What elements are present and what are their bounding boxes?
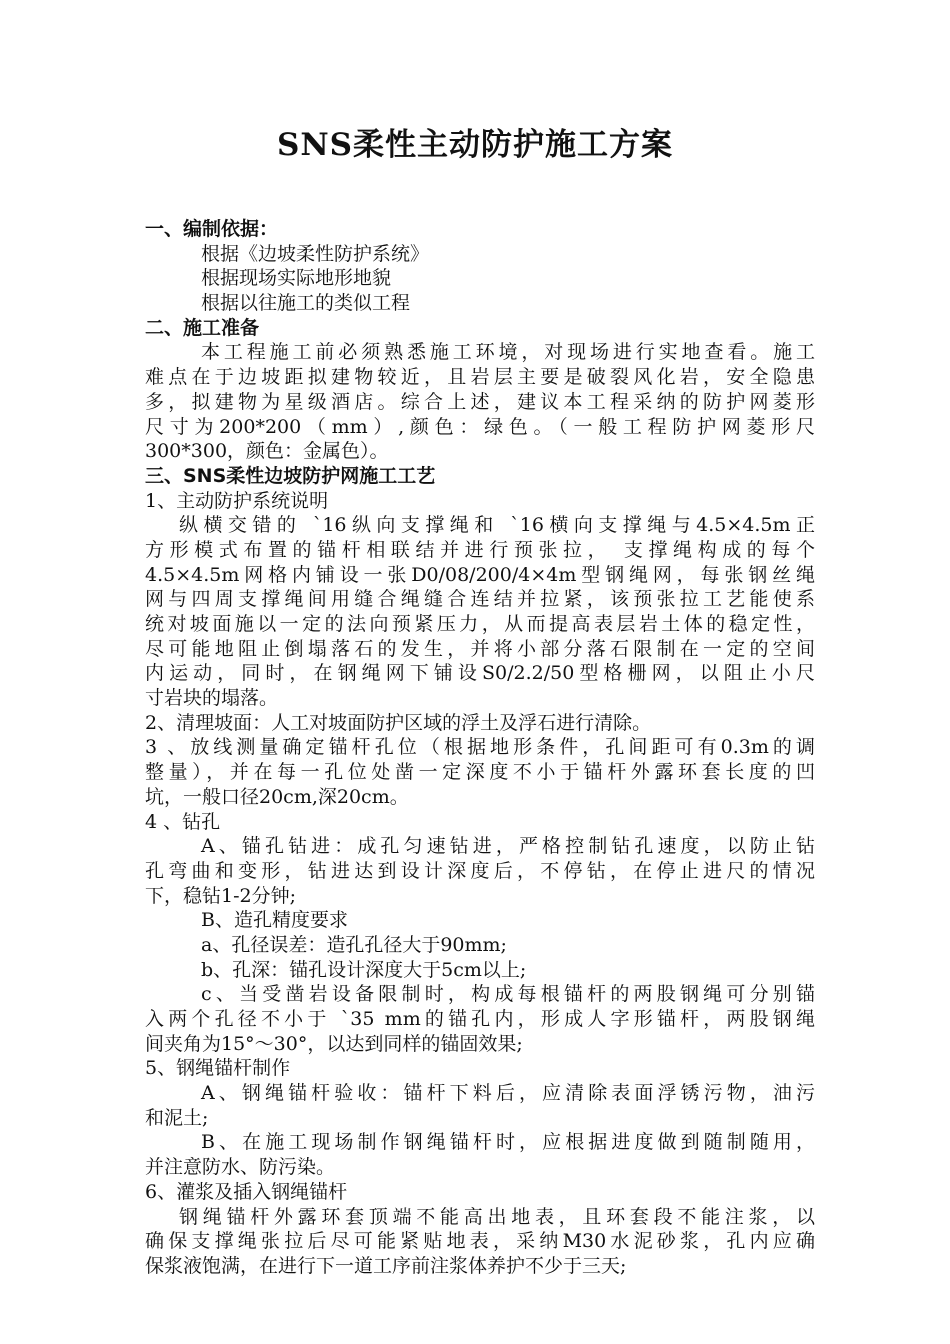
- paragraph-line: a、孔径误差：造孔孔径大于90mm;: [201, 933, 507, 956]
- document-body: [145, 217, 815, 1279]
- paragraph-line: 方形模式布置的锚杆相联结并进行预张拉， 支撑绳构成的每个: [145, 538, 815, 561]
- paragraph-line: 纵横交错的 `16纵向支撑绳和 `16横向支撑绳与4.5×4.5m正: [179, 514, 815, 537]
- subsection-heading: 4 、钻孔: [145, 810, 221, 833]
- paragraph-line: 4.5×4.5m网格内铺设一张D0/08/200/4×4m型钢绳网，每张钢丝绳: [145, 563, 815, 586]
- paragraph-line: 统对坡面施以一定的法向预紧压力，从而提高表层岩土体的稳定性，: [145, 613, 815, 635]
- subsection-heading: 6、灌浆及插入钢绳锚杆: [145, 1180, 348, 1203]
- paragraph-line: 坑，一般口径20cm,深20cm。: [145, 785, 409, 808]
- section-heading: 二、施工准备: [145, 316, 260, 339]
- subsection-heading: 5、钢绳锚杆制作: [145, 1057, 291, 1080]
- section-heading: 三、SNS柔性边坡防护网施工工艺: [145, 464, 436, 487]
- paragraph-line: 尽可能地阻止倒塌落石的发生，并将小部分落石限制在一定的空间: [145, 637, 815, 660]
- paragraph-line: 内运动，同时，在钢绳网下铺设S0/2.2/50型格栅网，以阻止小尺: [145, 662, 815, 685]
- subsection-heading: 2、清理坡面：人工对坡面防护区域的浮土及浮石进行清除。: [145, 711, 652, 734]
- paragraph-line: b、孔深：锚孔设计深度大于5cm以上;: [201, 958, 527, 981]
- paragraph-line: 确保支撑绳张拉后尽可能紧贴地表，采纳M30水泥砂浆，孔内应确: [145, 1230, 815, 1253]
- paragraph-line: 间夹角为15°～30°，以达到同样的锚固效果;: [145, 1032, 523, 1055]
- paragraph-line: 下，稳钻1-2分钟;: [145, 884, 296, 907]
- document-title: SNS柔性主动防护施工方案: [276, 127, 674, 163]
- paragraph-line: 保浆液饱满，在进行下一道工序前注浆体养护不少于三天;: [145, 1254, 627, 1277]
- paragraph-line: 入两个孔径不小于 `35 mm的锚孔内，形成人字形锚杆，两股钢绳: [145, 1008, 815, 1030]
- paragraph-line: A、钢绳锚杆验收：锚杆下料后，应清除表面浮锈污物，油污: [201, 1082, 815, 1105]
- paragraph-line: 300*300，颜色：金属色）。: [145, 440, 389, 463]
- basis-item: 根据以往施工的类似工程: [201, 292, 411, 315]
- paragraph-line: 孔弯曲和变形，钻进达到设计深度后，不停钻，在停止进尺的情况: [145, 859, 815, 882]
- basis-item: 根据现场实际地形地貌: [201, 267, 392, 290]
- paragraph-line: 并注意防水、防污染。: [145, 1156, 336, 1179]
- paragraph-line: 难点在于边坡距拟建物较近，且岩层主要是破裂风化岩，安全隐患: [145, 366, 815, 389]
- paragraph-line: B、造孔精度要求: [201, 909, 348, 932]
- paragraph-line: 尺寸为200*200（mm）,颜色：绿色。（一般工程防护网菱形尺: [145, 415, 815, 438]
- basis-item: 根据《边坡柔性防护系统》: [201, 242, 430, 265]
- paragraph-line: A、锚孔钻进：成孔匀速钻进，严格控制钻孔速度，以防止钻: [201, 835, 815, 858]
- section-heading: 一、编制依据：: [145, 218, 279, 240]
- paragraph-line: 整量），并在每一孔位处凿一定深度不小于锚杆外露环套长度的凹: [145, 761, 815, 784]
- subsection-heading: 1、主动防护系统说明: [145, 489, 329, 512]
- paragraph-line: 网与四周支撑绳间用缝合绳缝合连结并拉紧，该预张拉工艺能使系: [145, 588, 815, 611]
- paragraph-line: 寸岩块的塌落。: [145, 687, 279, 710]
- paragraph-line: 钢绳锚杆外露环套顶端不能高出地表，且环套段不能注浆，以: [179, 1205, 815, 1228]
- paragraph-line: 多，拟建物为星级酒店。综合上述，建议本工程采纳的防护网菱形: [145, 390, 815, 413]
- paragraph-line: c、当受凿岩设备限制时，构成每根锚杆的两股钢绳可分别锚: [201, 983, 815, 1006]
- subsection-heading: 3 、放线测量确定锚杆孔位（根据地形条件，孔间距可有0.3m的调: [145, 736, 815, 759]
- paragraph-line: 本工程施工前必须熟悉施工环境，对现场进行实地查看。施工: [201, 341, 815, 364]
- paragraph-line: B、在施工现场制作钢绳锚杆时，应根据进度做到随制随用，: [201, 1131, 815, 1154]
- paragraph-line: 和泥土;: [145, 1106, 209, 1129]
